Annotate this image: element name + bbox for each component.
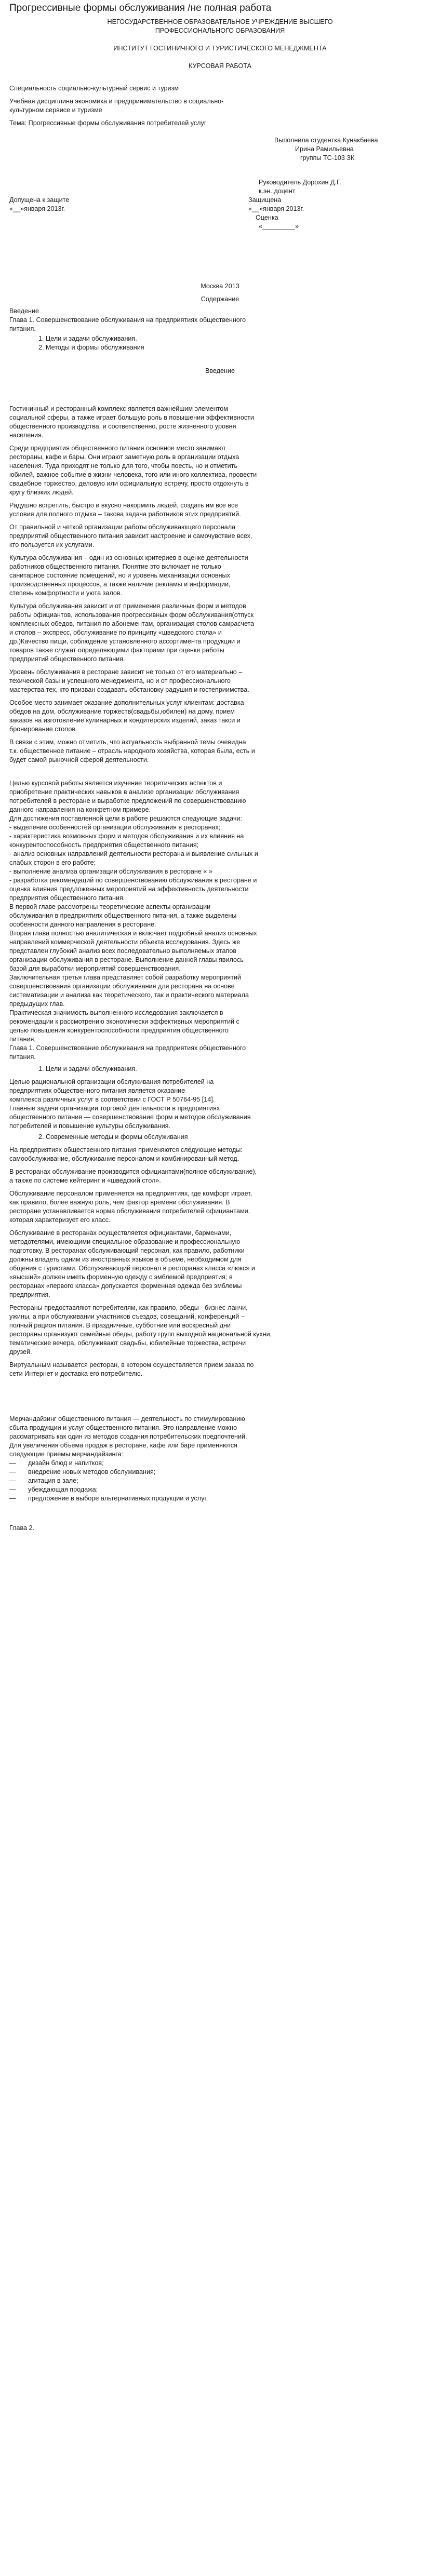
structure-line: систематизации и анализа как теоретического, так и практического материала bbox=[9, 991, 249, 999]
methods-paragraph bbox=[9, 1361, 431, 1378]
chapter2-heading: Глава 2. bbox=[9, 1524, 35, 1532]
paragraph-line: населения. bbox=[9, 432, 44, 439]
paragraph-line: заказов на изготовление кулинарных и кондитерских изделий, заказ такси и bbox=[9, 717, 241, 724]
intro-paragraph bbox=[9, 523, 431, 549]
list-item bbox=[9, 1468, 431, 1477]
structure-line: Вторая глава полностью аналитическая и включает подробный анализ основных bbox=[9, 930, 257, 937]
paragraph-line: В ресторанах обслуживание производится официантами(полное обслуживание), bbox=[9, 1168, 257, 1175]
paragraph-line: и столов – экспресс, обслуживание по принципу «шведского стола» и bbox=[9, 629, 222, 636]
paragraph-line: свадебное торжество, деловую или официальную встречу, просто отдохнуть в bbox=[9, 480, 249, 487]
author-block: Выполнила студентка Кунакбаева Ирина Рамильевна группы ТС-103 ЗК bbox=[274, 137, 378, 162]
dash-bullet: — bbox=[9, 1495, 16, 1502]
paragraph-line: предприятия. bbox=[9, 1291, 50, 1298]
paragraph-line: работы официантов, использования прогрессивных форм обслуживания(отпуск bbox=[9, 611, 254, 619]
methods-paragraph bbox=[9, 1229, 431, 1299]
city-year: Москва 2013 bbox=[201, 283, 239, 290]
dash-bullet: — bbox=[9, 1477, 16, 1484]
merchandising-list bbox=[9, 1459, 431, 1503]
goals-line: слабых сторон в его работе; bbox=[9, 859, 96, 866]
methods-paragraph bbox=[9, 1304, 431, 1357]
structure-line: совершенствования организации обслуживания для ресторана на основе bbox=[9, 983, 235, 990]
signature-row bbox=[9, 196, 383, 231]
paragraph-line: мастерства тех, кто призван создавать обстановку радушия и гостеприимства. bbox=[9, 686, 249, 693]
document-title: Прогрессивные формы обслуживания /не полная работа bbox=[9, 3, 272, 14]
institute-name: ИНСТИТУТ ГОСТИНИЧНОГО И ТУРИСТИЧЕСКОГО МЕНЕДЖМЕНТА bbox=[113, 45, 327, 52]
paragraph-line: предприятий общественного питания зависит настроение и самочувствие всех, bbox=[9, 532, 252, 540]
paragraph-line: социальной сферы, а также играет большую роль в повышении эффективности bbox=[9, 414, 254, 421]
paragraph-line: должны владеть одним из иностранных языков в объеме, необходимом для bbox=[9, 1256, 242, 1263]
paragraph-line: Рестораны предоставляют потребителям, как правило, обеды - бизнес-ланчи, bbox=[9, 1304, 248, 1311]
paragraph-line: а также по системе кейтеринг и «шведский стол». bbox=[9, 1177, 161, 1184]
goals-block bbox=[9, 779, 431, 903]
intro-paragraph bbox=[9, 444, 431, 497]
list-item bbox=[9, 1494, 431, 1503]
goals-line: приобретение практических навыков в анализе организации обслуживания bbox=[9, 788, 239, 796]
structure-line: Практическая значимость выполненного исследования заключается в bbox=[9, 1009, 223, 1016]
paragraph-line: общения с туристами. Обслуживающий персонал в ресторанах класса «люкс» и bbox=[9, 1265, 255, 1272]
goals-line: конкурентоспособность предприятия общественного питания; bbox=[9, 841, 199, 849]
chapter1-sublist-2 bbox=[9, 1133, 431, 1142]
paragraph-line: В связи с этим, можно отметить, что актуальность выбранной темы очевидна bbox=[9, 739, 246, 746]
paragraph-line: комплексных обедов, питания по абонементам, организация столов самрасчета bbox=[9, 620, 255, 627]
paragraph-line: метрдотелями, имеющими специальное образование и профессиональную bbox=[9, 1238, 241, 1245]
chapter1-item2: 2. Современные методы и формы обслуживания bbox=[46, 1133, 431, 1142]
paragraph-line: производственных процессов, а также наличие рекламы и информации, bbox=[9, 581, 231, 588]
specialty: Специальность социально-культурный сервис и туризм bbox=[9, 85, 179, 92]
admit-block: Допущена к защите «__»января 2013г. bbox=[9, 196, 70, 212]
intro-paragraph bbox=[9, 699, 431, 734]
paragraph-line: ужины, а при обслуживании участников съездов, совещаний, конференций – bbox=[9, 1313, 245, 1320]
paragraph-line: рестораны организуют семейные обеды, работу групп выходной национальной кухни, bbox=[9, 1331, 272, 1338]
structure-line: Заключительная третья глава представляет собой разработку мероприятий bbox=[9, 974, 241, 981]
paragraph-line: Культура обслуживания зависит и от применения различных форм и методов bbox=[9, 602, 246, 610]
intro-heading: Введение bbox=[205, 367, 235, 374]
methods-paragraph bbox=[9, 1146, 431, 1163]
paragraph-line: самообслуживание, обслуживание персоналом и комбинированный метод. bbox=[9, 1155, 239, 1162]
list-item bbox=[9, 1459, 431, 1468]
chapter1-heading: Глава 1. Совершенствование обслуживания на предприятиях общественного питания. bbox=[9, 1044, 246, 1061]
list-item-text: внедрение новых методов обслуживания; bbox=[28, 1468, 156, 1475]
toc-sublist bbox=[9, 334, 431, 352]
chapter1-body-line: предприятиях общественного питания является оказание bbox=[9, 1087, 185, 1094]
paragraph-line: др.)Качество пищи, соблюдение установленного ассортимента продукции и bbox=[9, 638, 241, 645]
paragraph-line: Виртуальным называется ресторан, в котором осуществляется прием заказа по bbox=[9, 1361, 254, 1369]
toc-chapter1: Глава 1. Совершенствование обслуживания на предприятиях общественного питания. bbox=[9, 316, 246, 332]
dash-bullet: — bbox=[9, 1486, 16, 1493]
paragraph-line: которая характеризует его класс. bbox=[9, 1216, 111, 1224]
goals-line: потребителей в ресторане и выработке предложений по совершенствованию bbox=[9, 797, 246, 804]
toc-item: 1. Цели и задачи обслуживания. bbox=[46, 334, 431, 343]
list-item bbox=[9, 1477, 431, 1485]
goals-line: данного направления на конкретном примере. bbox=[9, 806, 151, 813]
paragraph-line: товаров также служат определяющими факторами при оценке работы bbox=[9, 647, 224, 654]
paragraph-line: полный рацион питания. В праздничные, субботние или воскресный дни bbox=[9, 1322, 231, 1329]
paragraph-line: обедов на дом, обслуживание торжеств(свадьбы,юбилеи) на дому, прием bbox=[9, 708, 235, 715]
paragraph-line: общественного производства, и соответственно, росте жизненного уровня bbox=[9, 423, 236, 430]
paragraph-line: рестораны, кафе и бары. Они играют заметную роль в организации отдыха bbox=[9, 453, 239, 461]
goals-line: - разработка рекомендаций по совершенствованию обслуживания в ресторане и bbox=[9, 877, 257, 884]
toc-intro: Введение bbox=[9, 307, 39, 315]
paragraph-line: санитарное состояние помещений, но и уровень механизации основных bbox=[9, 572, 230, 579]
list-item bbox=[9, 1485, 431, 1494]
list-item-text: агитация в зале; bbox=[28, 1477, 78, 1484]
discipline: Учебная дисциплина экономика и предпринимательство в социально- культурном сервисе и туризме bbox=[9, 98, 224, 114]
paragraph-line: бронирование столов. bbox=[9, 726, 77, 733]
structure-block bbox=[9, 903, 431, 1044]
structure-line: питания. bbox=[9, 1036, 36, 1043]
goals-line: Целью курсовой работы является изучение теоретических аспектов и bbox=[9, 780, 222, 787]
goals-line: Для достижения поставленной цели в работе решаются следующие задачи: bbox=[9, 815, 242, 822]
paragraph-line: От правильной и четкой организации работы обслуживающего персонала bbox=[9, 524, 236, 531]
contents-title: Содержание bbox=[201, 296, 239, 303]
intro-paragraph bbox=[9, 668, 431, 694]
merch-line: Для увеличения объема продаж в ресторане, кафе или баре применяются bbox=[9, 1442, 237, 1449]
paragraph-line: техической базы и успешного менеджмента, но и от профессионального bbox=[9, 677, 231, 685]
paragraph-line: населения. Туда приходят не только для того, чтобы поесть, но и отметить bbox=[9, 462, 238, 469]
paragraph-line: условия для полного отдыха – такова задача работников этих предприятий. bbox=[9, 511, 241, 518]
supervisor-block: Руководитель Дорохин Д.Г. к.эн.,доцент bbox=[259, 179, 341, 195]
merch-line: следующие приемы мерчандайзинга: bbox=[9, 1451, 124, 1458]
paragraph-line: т.к. общественное питание – отрасль народного хозяйства, которая была, есть и bbox=[9, 747, 255, 755]
intro-section bbox=[9, 405, 431, 764]
paragraph-line: Радушно встретить, быстро и вкусно накормить людей, создать им все все bbox=[9, 502, 238, 509]
goals-line: - выполнение анализа организации обслуживания в ресторане « » bbox=[9, 868, 212, 875]
paragraph-line: сети Интернет и доставка его потребителю. bbox=[9, 1370, 143, 1377]
merchandising-block bbox=[9, 1415, 431, 1459]
structure-line: целью повышения конкурентоспособности предприятия общественного bbox=[9, 1027, 229, 1034]
chapter1-body-line: Целью рациональной организации обслуживания потребителей на bbox=[9, 1078, 214, 1085]
paragraph-line: подготовку. В ресторанах обслуживающий персонал, как правило, работники bbox=[9, 1247, 245, 1254]
intro-paragraph bbox=[9, 602, 431, 664]
goals-line: - характеристика возможных форм и методов обслуживания и их влияния на bbox=[9, 833, 244, 840]
paragraph-line: предприятий общественного питания. bbox=[9, 655, 125, 663]
merch-line: рассматривать как один из методов создания потребительских предпочтений. bbox=[9, 1433, 247, 1440]
goals-line: - анализ основных направлений деятельности ресторана и выявление сильных и bbox=[9, 850, 258, 857]
methods-paragraph bbox=[9, 1189, 431, 1225]
paragraph-line: друзей. bbox=[9, 1348, 32, 1356]
merch-line: Мерчандайзинг общественного питания — деятельность по стимулированию bbox=[9, 1415, 245, 1423]
structure-line: направлений коммерческой деятельности объекта исследования. Здесь же bbox=[9, 938, 241, 946]
paragraph-line: тематические вечера, обслуживают свадьбы, юбилейные торжества, встречи bbox=[9, 1339, 246, 1347]
intro-paragraph bbox=[9, 554, 431, 598]
paragraph-line: работников общественного питания. Понятие это включает не только bbox=[9, 563, 221, 570]
intro-paragraph bbox=[9, 501, 431, 519]
chapter1-body-line: потребителей и повышение культуры обслуживания. bbox=[9, 1122, 170, 1130]
paragraph-line: Гостиничный и ресторанный комплекс является важнейшим элементом bbox=[9, 405, 228, 412]
toc-item: 2. Методы и формы обслуживания bbox=[46, 343, 431, 352]
paragraph-line: степень комфортности и уюта залов. bbox=[9, 589, 123, 597]
paragraph-line: Культура обслуживания – один из основных критериев в оценке деятельности bbox=[9, 554, 248, 561]
work-type: КУРСОВАЯ РАБОТА bbox=[189, 62, 251, 70]
paragraph-line: юбилей, важное событие в жизни человека, того или иного коллектива, провести bbox=[9, 471, 257, 478]
paragraph-line: кругу близких людей. bbox=[9, 489, 74, 496]
methods-section bbox=[9, 1146, 431, 1378]
dash-bullet: — bbox=[9, 1468, 16, 1475]
structure-line: особенности данного направления в ресторане. bbox=[9, 921, 156, 928]
structure-line: рекомендации к рассмотрению экономически эффективных мероприятий с bbox=[9, 1018, 239, 1025]
paragraph-line: будет самой рыночной сферой деятельности. bbox=[9, 756, 149, 763]
goals-line: - выделение особенностей организации обслуживания в ресторанах; bbox=[9, 824, 221, 831]
intro-paragraph bbox=[9, 738, 431, 764]
topic: Тема: Прогрессивные формы обслуживания потребителей услуг bbox=[9, 119, 207, 127]
list-item-text: предложение в выборе альтернативных продукции и услуг. bbox=[28, 1495, 208, 1502]
paragraph-line: Обслуживание персоналом применяется на предприятиях, где комфорт играет, bbox=[9, 1190, 252, 1197]
paragraph-line: Уровень обслуживания в ресторане зависит не только от его материально – bbox=[9, 668, 243, 676]
paragraph-line: Среди предприятия общественного питания основное место занимают bbox=[9, 445, 226, 452]
institution-name: НЕГОСУДАРСТВЕННОЕ ОБРАЗОВАТЕЛЬНОЕ УЧРЕЖДЕНИЕ ВЫСШЕГО ПРОФЕССИОНАЛЬНОГО ОБРАЗОВАНИЯ bbox=[107, 18, 333, 34]
merch-line: сбыта продукции и услуг общественного питания. Это направление можно bbox=[9, 1424, 237, 1431]
paragraph-line: ресторанах «первого класса» допускается форменная одежда без эмблемы bbox=[9, 1282, 242, 1290]
methods-paragraph bbox=[9, 1168, 431, 1185]
goals-line: оценка влияния предложенных мероприятий на эффективность деятельности bbox=[9, 886, 249, 893]
chapter1-item1: 1. Цели и задачи обслуживания. bbox=[46, 1065, 431, 1074]
chapter1-body-line: общественного питания — совершенствование форм и методов обслуживания bbox=[9, 1113, 251, 1121]
list-item-text: дизайн блюд и напитков; bbox=[28, 1459, 104, 1467]
paragraph-line: ресторане устанавливается норма обслуживания потребителей официантами, bbox=[9, 1208, 250, 1215]
dash-bullet: — bbox=[9, 1459, 16, 1467]
structure-line: представлен глубокий анализ всех последовательно выполняемых этапов bbox=[9, 947, 237, 955]
paragraph-line: кто пользуется их услугами. bbox=[9, 541, 95, 548]
paragraph-line: «высший» должен иметь форменную одежду с эмблемой предприятия; в bbox=[9, 1273, 233, 1281]
structure-line: предыдущих глав. bbox=[9, 1000, 65, 1008]
paragraph-line: как правило, более важную роль, чем фактор времени обслуживания. В bbox=[9, 1199, 230, 1206]
paragraph-line: На предприятиях общественного питания применяются следующие методы: bbox=[9, 1146, 243, 1153]
paragraph-line: Обслуживание в ресторанах осуществляется официантами, барменами, bbox=[9, 1229, 232, 1237]
chapter1-body-line: комплекса различных услуг в соответствии с ГОСТ Р 50764-95 [14]. bbox=[9, 1096, 215, 1103]
structure-line: обслуживания в предприятиях общественного питания, а также выделены bbox=[9, 912, 237, 919]
goals-line: предприятия общественного питания. bbox=[9, 894, 125, 902]
table-of-contents bbox=[9, 307, 431, 352]
defense-block: Защищена «__»января 2013г. Оценка «_________» bbox=[248, 196, 304, 230]
structure-line: базой для выработки мероприятий совершенствования. bbox=[9, 965, 181, 972]
intro-paragraph bbox=[9, 405, 431, 440]
structure-line: организации обслуживания в ресторане. Выполнение данной главы явилось bbox=[9, 956, 244, 963]
structure-line: В первой главе рассмотрены теоретические аспекты организации bbox=[9, 903, 211, 910]
chapter1-sublist bbox=[9, 1065, 431, 1074]
chapter1-body-line: Главные задачи организации торговой деятельности в предприятиях bbox=[9, 1105, 220, 1112]
paragraph-line: Особое место занимает оказание дополнительных услуг клиентам: доставка bbox=[9, 699, 244, 706]
list-item-text: убеждающая продажа; bbox=[28, 1486, 98, 1493]
chapter1-body bbox=[9, 1078, 431, 1131]
